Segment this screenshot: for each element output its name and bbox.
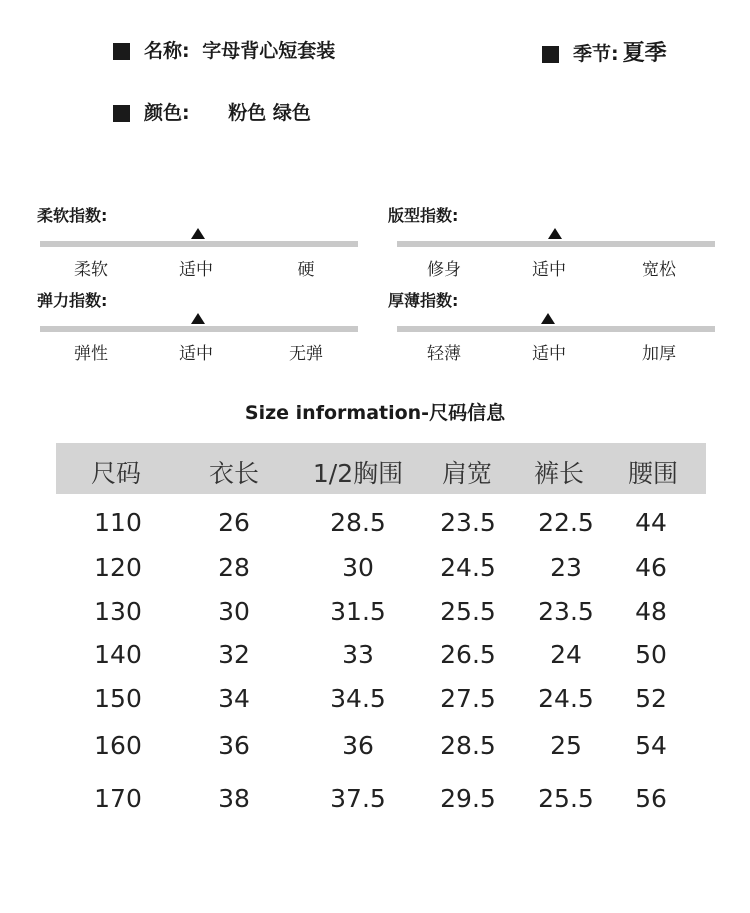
cell-shoulder: 23.5 <box>440 508 496 537</box>
square-bullet-icon <box>542 46 559 63</box>
cell-pants-length: 24 <box>550 640 582 669</box>
thickness-indicator-icon <box>541 313 555 324</box>
size-info-title: Size information-尺码信息 <box>244 402 506 424</box>
elasticity-scale-bar <box>40 326 358 332</box>
cell-length: 26 <box>218 508 250 537</box>
elasticity-indicator-icon <box>191 313 205 324</box>
season-row <box>542 36 667 67</box>
elasticity-label-mid: 适中 <box>179 344 213 364</box>
cell-length: 28 <box>218 553 250 582</box>
cell-size: 110 <box>94 508 142 537</box>
product-name-row <box>113 36 335 63</box>
thickness-scale-bar <box>397 326 715 332</box>
softness-label-low: 柔软 <box>74 260 108 280</box>
elasticity-index-title: 弹力指数: <box>37 291 108 310</box>
cell-pants-length: 24.5 <box>538 684 594 713</box>
cell-waist: 56 <box>635 784 667 813</box>
elasticity-label-high: 无弹 <box>289 344 323 364</box>
cell-shoulder: 24.5 <box>440 553 496 582</box>
cell-length: 36 <box>218 731 250 760</box>
cell-waist: 52 <box>635 684 667 713</box>
header-half-chest: 1/2胸围 <box>312 459 404 488</box>
cell-half-chest: 36 <box>342 731 374 760</box>
header-waist: 腰围 <box>627 459 678 488</box>
cell-size: 130 <box>94 597 142 626</box>
softness-indicator-icon <box>191 228 205 239</box>
cell-shoulder: 27.5 <box>440 684 496 713</box>
cell-waist: 54 <box>635 731 667 760</box>
thickness-label-high: 加厚 <box>642 344 676 364</box>
cell-half-chest: 33 <box>342 640 374 669</box>
cell-size: 120 <box>94 553 142 582</box>
cell-half-chest: 31.5 <box>330 597 386 626</box>
cell-waist: 48 <box>635 597 667 626</box>
softness-label-high: 硬 <box>297 260 315 280</box>
product-name-label: 名称: <box>144 40 190 62</box>
cell-half-chest: 34.5 <box>330 684 386 713</box>
cell-size: 140 <box>94 640 142 669</box>
thickness-label-low: 轻薄 <box>427 344 461 364</box>
elasticity-label-low: 弹性 <box>74 344 108 364</box>
square-bullet-icon <box>113 105 130 122</box>
cell-pants-length: 22.5 <box>538 508 594 537</box>
thickness-label-mid: 适中 <box>532 344 566 364</box>
season-value: 夏季 <box>622 41 667 66</box>
header-size: 尺码 <box>90 459 141 488</box>
cell-waist: 44 <box>635 508 667 537</box>
cell-shoulder: 28.5 <box>440 731 496 760</box>
softness-scale-bar <box>40 241 358 247</box>
cell-pants-length: 25 <box>550 731 582 760</box>
header-shoulder: 肩宽 <box>441 459 492 488</box>
color-label: 颜色: <box>144 102 190 124</box>
cell-shoulder: 26.5 <box>440 640 496 669</box>
cell-length: 32 <box>218 640 250 669</box>
cell-pants-length: 23 <box>550 553 582 582</box>
cell-size: 150 <box>94 684 142 713</box>
cell-shoulder: 29.5 <box>440 784 496 813</box>
cell-size: 170 <box>94 784 142 813</box>
square-bullet-icon <box>113 43 130 60</box>
season-label: 季节: <box>573 43 619 65</box>
cell-waist: 50 <box>635 640 667 669</box>
cell-pants-length: 23.5 <box>538 597 594 626</box>
softness-label-mid: 适中 <box>179 260 213 280</box>
cell-waist: 46 <box>635 553 667 582</box>
cell-half-chest: 37.5 <box>330 784 386 813</box>
cell-half-chest: 28.5 <box>330 508 386 537</box>
header-pants-length: 裤长 <box>533 459 584 488</box>
fit-scale-bar <box>397 241 715 247</box>
cell-size: 160 <box>94 731 142 760</box>
color-row <box>113 98 311 125</box>
thickness-index-title: 厚薄指数: <box>388 291 459 310</box>
softness-index-title: 柔软指数: <box>37 206 108 225</box>
header-length: 衣长 <box>208 459 259 488</box>
fit-label-high: 宽松 <box>642 260 676 280</box>
color-values: 粉色 绿色 <box>228 102 311 124</box>
cell-half-chest: 30 <box>342 553 374 582</box>
cell-length: 30 <box>218 597 250 626</box>
fit-indicator-icon <box>548 228 562 239</box>
cell-shoulder: 25.5 <box>440 597 496 626</box>
fit-label-mid: 适中 <box>532 260 566 280</box>
cell-length: 34 <box>218 684 250 713</box>
product-name-value: 字母背心短套装 <box>202 40 336 62</box>
cell-length: 38 <box>218 784 250 813</box>
fit-label-low: 修身 <box>427 260 461 280</box>
fit-index-title: 版型指数: <box>388 206 459 225</box>
cell-pants-length: 25.5 <box>538 784 594 813</box>
